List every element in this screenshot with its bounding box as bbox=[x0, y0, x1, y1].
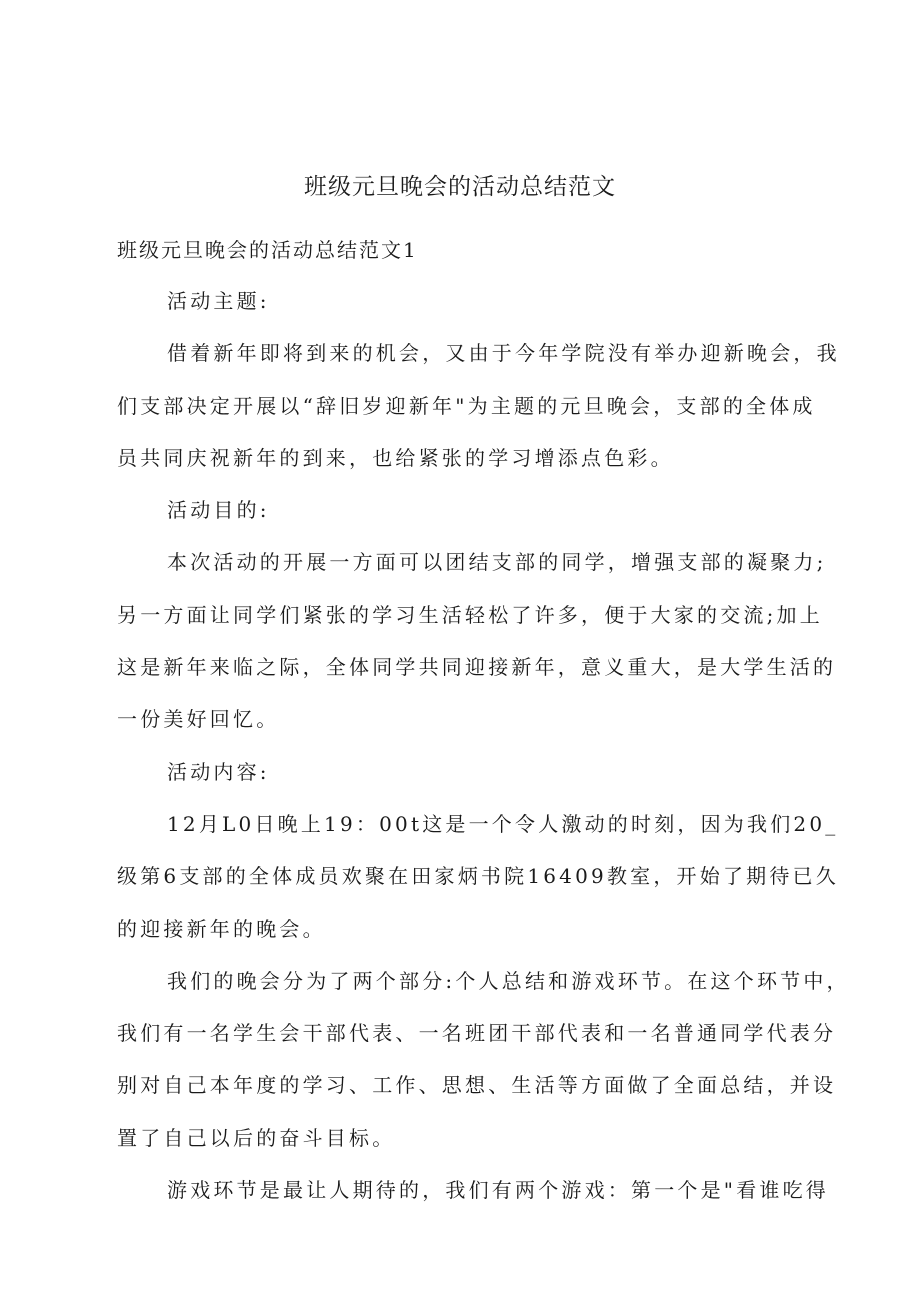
text-line: 活动主题: bbox=[167, 289, 270, 313]
text-line: 12月L0日晚上19：00t这是一个令人激动的时刻，因为我们20_ bbox=[167, 811, 839, 836]
text-line: 游戏环节是最让人期待的，我们有两个游戏：第一个是"看谁吃得 bbox=[167, 1178, 829, 1203]
text-line: 级第6支部的全体成员欢聚在田家炳书院16409教室，开始了期待已久 bbox=[117, 864, 839, 889]
text-line: 的迎接新年的晚会。 bbox=[117, 916, 326, 941]
paragraph-lines bbox=[117, 275, 850, 1216]
text-line: 们支部决定开展以“辞旧岁迎新年"为主题的元旦晚会，支部的全体成 bbox=[117, 393, 816, 418]
text-line: 活动目的: bbox=[167, 498, 270, 523]
text-line: 这是新年来临之际，全体同学共同迎接新年，意义重大，是大学生活的 bbox=[117, 655, 837, 680]
text-line: 另一方面让同学们紧张的学习生活轻松了许多，便于大家的交流;加上 bbox=[117, 602, 823, 627]
document-title: 班级元旦晚会的活动总结范文 bbox=[304, 174, 616, 200]
text-line: 我们的晚会分为了两个部分:个人总结和游戏环节。在这个环节中， bbox=[167, 968, 850, 993]
document-subtitle: 班级元旦晚会的活动总结范文1 bbox=[117, 238, 418, 262]
text-line: 借着新年即将到来的机会，又由于今年学院没有举办迎新晚会，我 bbox=[167, 341, 840, 366]
text-line: 一份美好回忆。 bbox=[117, 707, 280, 732]
text-line: 员共同庆祝新年的到来，也给紧张的学习增添点色彩。 bbox=[117, 445, 674, 470]
document-body bbox=[117, 225, 850, 1216]
text-line: 本次活动的开展一方面可以团结支部的同学，增强支部的凝聚力; bbox=[167, 550, 827, 575]
text-line: 活动内容: bbox=[167, 759, 270, 784]
text-line: 别对自己本年度的学习、工作、思想、生活等方面做了全面总结，并设 bbox=[117, 1073, 837, 1098]
text-line: 我们有一名学生会干部代表、一名班团干部代表和一名普通同学代表分 bbox=[117, 1021, 837, 1046]
text-line: 置了自己以后的奋斗目标。 bbox=[117, 1125, 396, 1150]
